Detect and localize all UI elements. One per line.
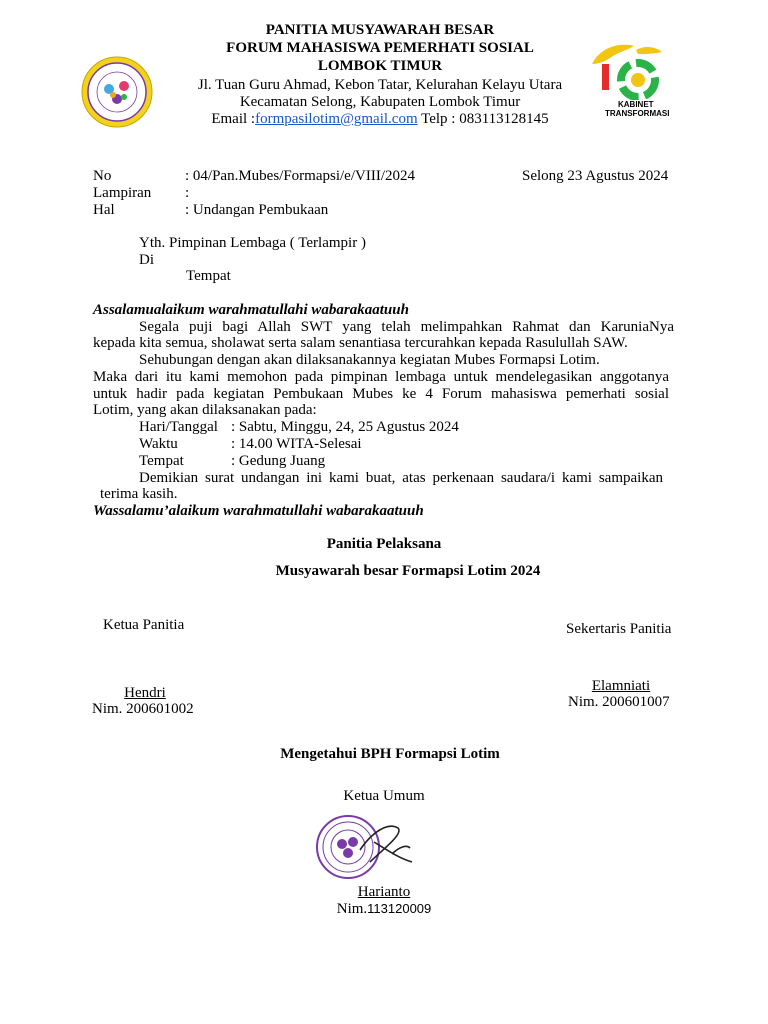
closing-a: Demikian surat undangan ini kami buat, atas perkenaan saudara/i kami sampaikan (139, 470, 663, 486)
paragraph-3c: Lotim, yang akan dilaksanakan pada: (93, 402, 317, 418)
paragraph-3b: untuk hadir pada kegiatan Pembukaan Mubes ke 4 Forum mahasiswa pemerhati sosial (93, 386, 669, 402)
stamp-and-signature (312, 812, 422, 882)
left-name (92, 685, 198, 702)
email-link[interactable]: formpasilotim@gmail.com (255, 111, 418, 127)
paragraph-1b: kepada kita semua, sholawat serta salam senantiasa tercurahkan kepada Rasulullah SAW. (93, 335, 628, 351)
tempat-value: : Gedung Juang (231, 453, 326, 469)
right-logo-caption-2: TRANSFORMASI (605, 109, 670, 118)
lampiran-value: : (185, 185, 190, 201)
right-logo (588, 42, 668, 124)
left-role: Ketua Panitia (103, 617, 185, 633)
approval-title: Mengetahui BPH Formapsi Lotim (280, 746, 500, 762)
chair-nim-prefix: Nim. (336, 901, 368, 917)
tempat-label: Tempat (139, 453, 184, 469)
right-logo-caption-1: KABINET (618, 100, 654, 109)
hari-value: : Sabtu, Minggu, 24, 25 Agustus 2024 (231, 419, 459, 435)
recipient-line-1: Yth. Pimpinan Lembaga ( Terlampir ) (139, 235, 366, 251)
waktu-label: Waktu (139, 436, 178, 452)
chair-nim-number: 113120009 (367, 901, 432, 916)
right-name (568, 678, 674, 695)
header-address-1: Jl. Tuan Guru Ahmad, Kebon Tatar, Kelurahan Kelayu Utara (197, 77, 563, 93)
right-nim: Nim. 200601007 (568, 694, 670, 710)
place-date: Selong 23 Agustus 2024 (522, 168, 669, 184)
no-label: No (93, 168, 112, 184)
closing-b: terima kasih. (100, 486, 178, 502)
header-contact (150, 110, 610, 128)
stamp-icon (312, 812, 422, 882)
salam: Wassalamu’alaikum warahmatullahi wabarakaatuuh (93, 503, 424, 519)
hal-label: Hal (93, 202, 115, 218)
header-line-3: LOMBOK TIMUR (317, 58, 443, 74)
committee-title: Panitia Pelaksana (326, 536, 442, 552)
left-name-text: Hendri (124, 685, 166, 701)
email-label: Email : (211, 111, 256, 127)
greeting: Assalamualaikum warahmatullahi wabarakaatuuh (93, 302, 409, 318)
lampiran-label: Lampiran (93, 185, 152, 201)
recipient-line-3: Tempat (186, 268, 231, 284)
cabinet-logo-icon (588, 42, 668, 100)
left-nim: Nim. 200601002 (92, 701, 194, 717)
hari-label: Hari/Tanggal (139, 419, 218, 435)
header-line-2: FORUM MAHASISWA PEMERHATI SOSIAL (226, 40, 534, 56)
event-title: Musyawarah besar Formapsi Lotim 2024 (275, 563, 541, 579)
no-value: : 04/Pan.Mubes/Formapsi/e/VIII/2024 (185, 168, 415, 184)
chair-nim (0, 901, 768, 918)
phone-text: Telp : 083113128145 (417, 111, 549, 127)
chair-role: Ketua Umum (343, 788, 425, 804)
organization-seal-icon (80, 55, 154, 129)
paragraph-1a: Segala puji bagi Allah SWT yang telah melimpahkan Rahmat dan KaruniaNya (139, 319, 674, 335)
right-name-text: Elamniati (591, 678, 651, 694)
paragraph-3a: Maka dari itu kami memohon pada pimpinan lembaga untuk mendelegasikan anggotanya (93, 369, 669, 385)
chair-name (0, 884, 768, 901)
hal-value: : Undangan Pembukaan (185, 202, 329, 218)
paragraph-2: Sehubungan dengan akan dilaksanakannya kegiatan Mubes Formapsi Lotim. (139, 352, 600, 368)
chair-name-text: Harianto (357, 884, 411, 900)
left-logo (80, 55, 154, 129)
header-address-2: Kecamatan Selong, Kabupaten Lombok Timur (239, 94, 521, 110)
right-role: Sekertaris Panitia (566, 621, 672, 637)
header-line-1: PANITIA MUSYAWARAH BESAR (265, 22, 495, 38)
recipient-line-2: Di (139, 252, 154, 268)
waktu-value: : 14.00 WITA-Selesai (231, 436, 362, 452)
